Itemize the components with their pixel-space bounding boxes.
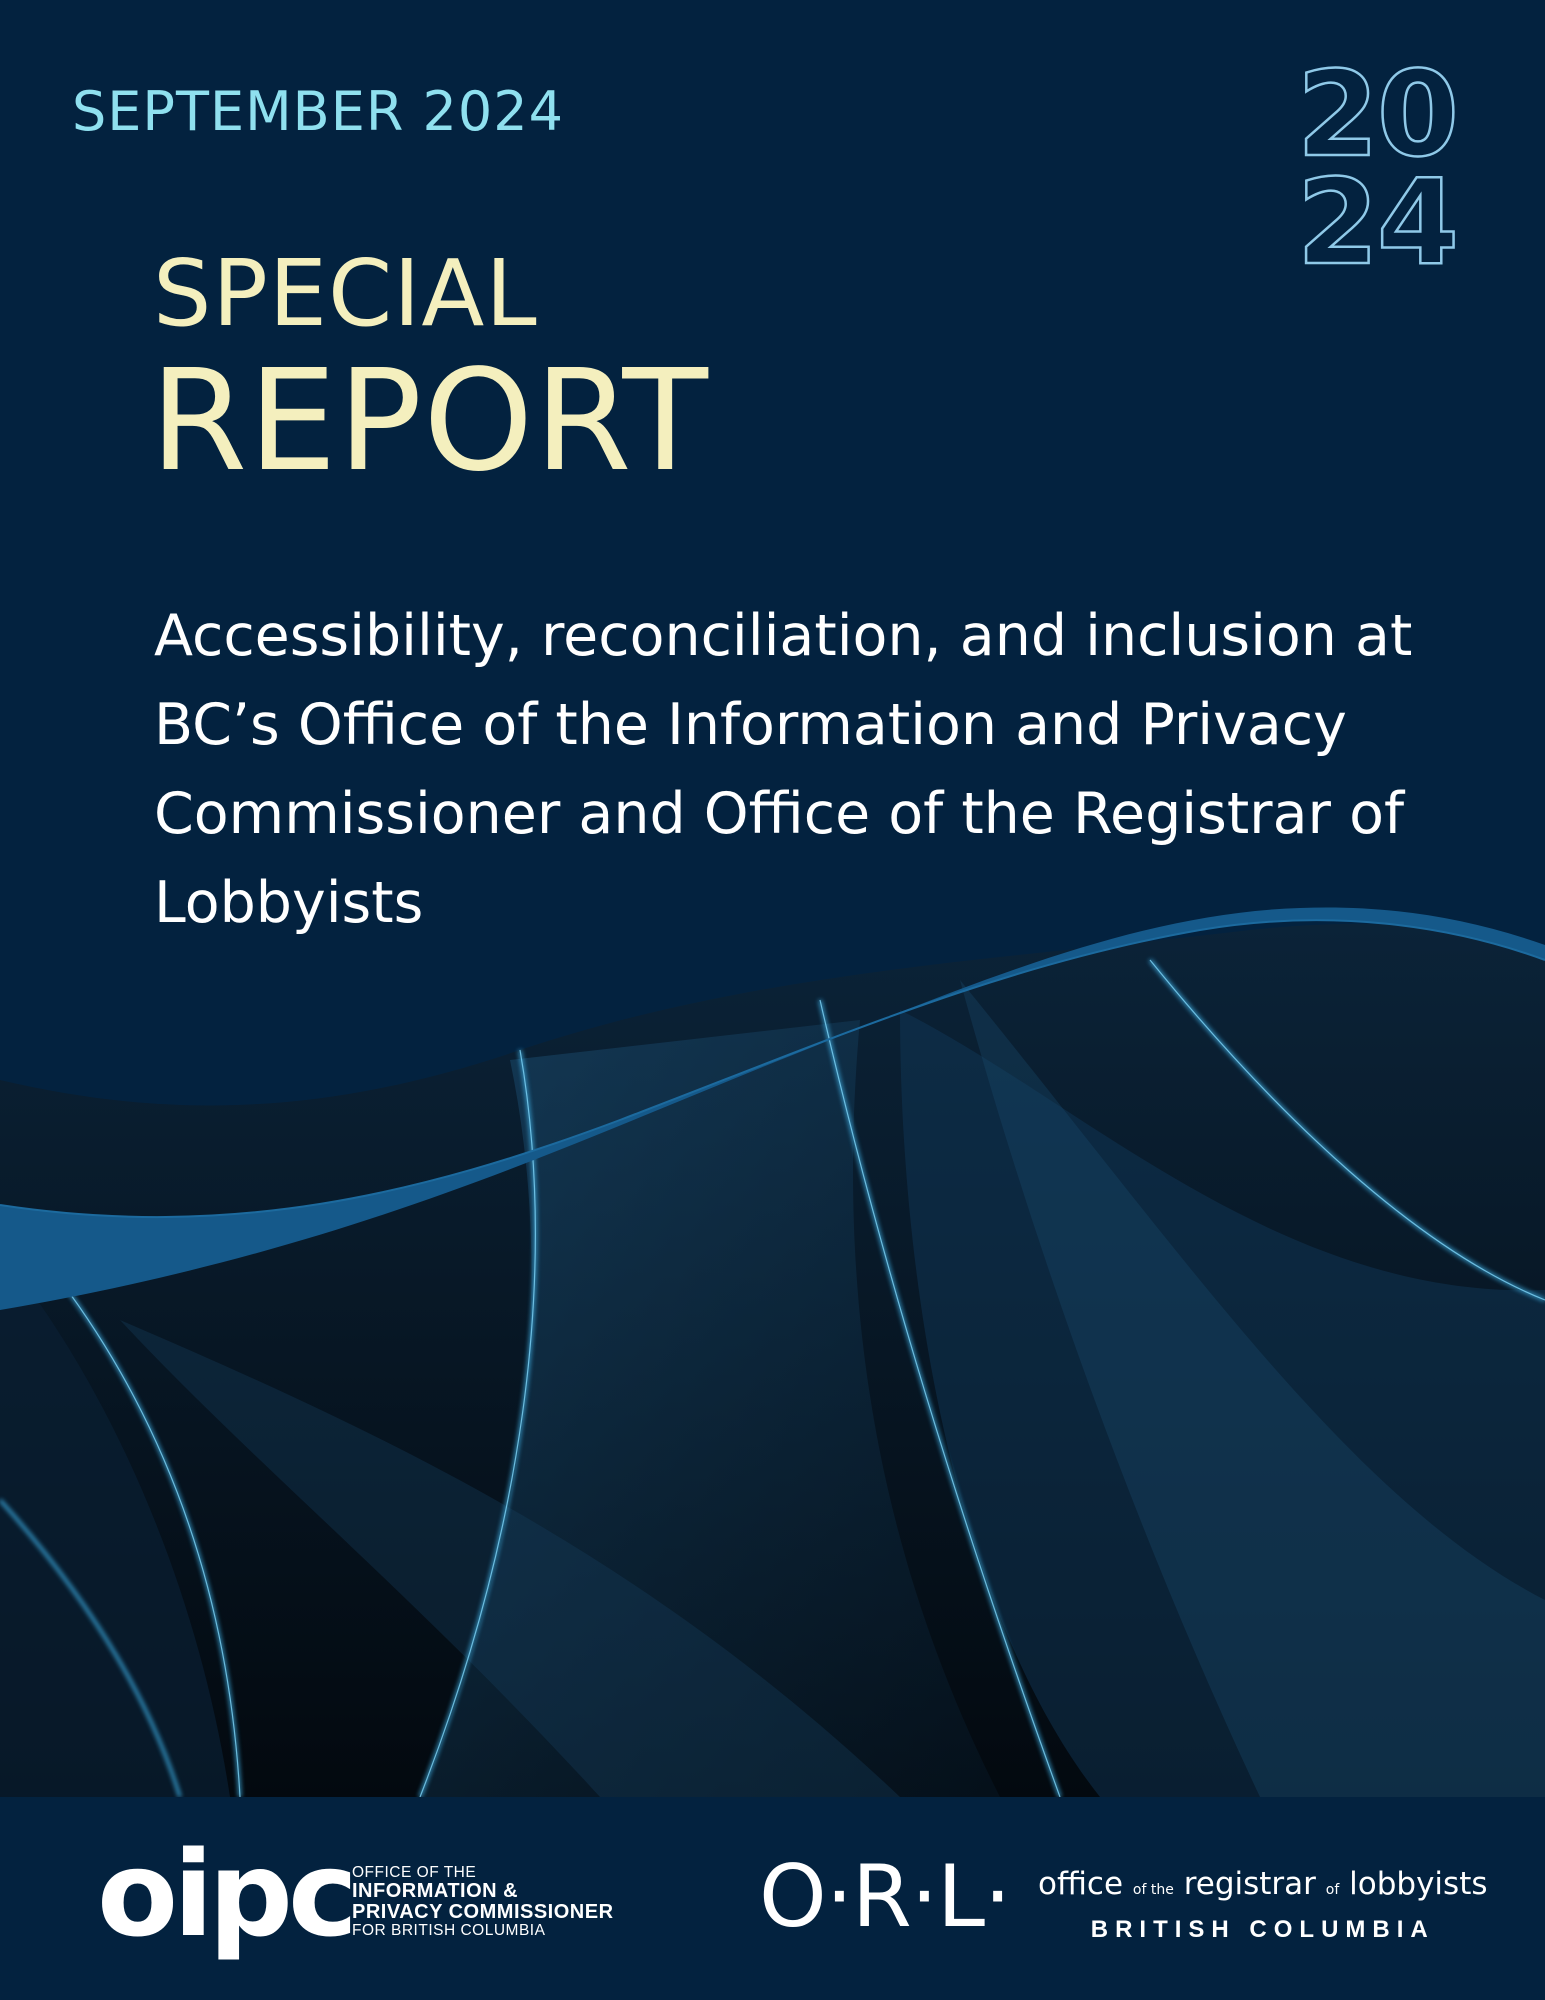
oipc-wordmark	[352, 1865, 614, 1939]
orl-wordmark	[1038, 1865, 1488, 1947]
footer-logos	[43, 1797, 1545, 2000]
orl-logo: O·R·L·	[759, 1847, 1011, 1947]
title-kicker: SPECIAL	[153, 240, 538, 347]
year-bottom: 24	[1296, 153, 1457, 291]
orl-word-office: office	[1038, 1866, 1124, 1902]
oipc-logo: oipc	[97, 1825, 353, 1963]
orl-word-registrar: registrar	[1183, 1866, 1316, 1902]
oipc-line3: PRIVACY COMMISSIONER	[352, 1901, 614, 1923]
oipc-line4: FOR BRITISH COLUMBIA	[352, 1922, 546, 1939]
report-date: SEPTEMBER 2024	[72, 80, 564, 143]
year-outline	[1296, 45, 1457, 291]
oipc-line1: OFFICE OF THE	[352, 1864, 477, 1881]
orl-word-of: of	[1325, 1882, 1340, 1898]
orl-line1	[1038, 1865, 1488, 1909]
orl-word-lobbyists: lobbyists	[1349, 1866, 1488, 1902]
report-subtitle: Accessibility, reconciliation, and inclusion at BC’s Office of the Information and Privacy Commissioner and Office of the Registrar of Lobbyists	[154, 603, 1413, 936]
orl-word-ofthe: of the	[1132, 1882, 1174, 1898]
year-top: 20	[1296, 45, 1457, 183]
orl-line2: BRITISH COLUMBIA	[1090, 1916, 1435, 1943]
oipc-line2: INFORMATION &	[352, 1880, 519, 1902]
page-title: REPORT	[150, 340, 709, 503]
